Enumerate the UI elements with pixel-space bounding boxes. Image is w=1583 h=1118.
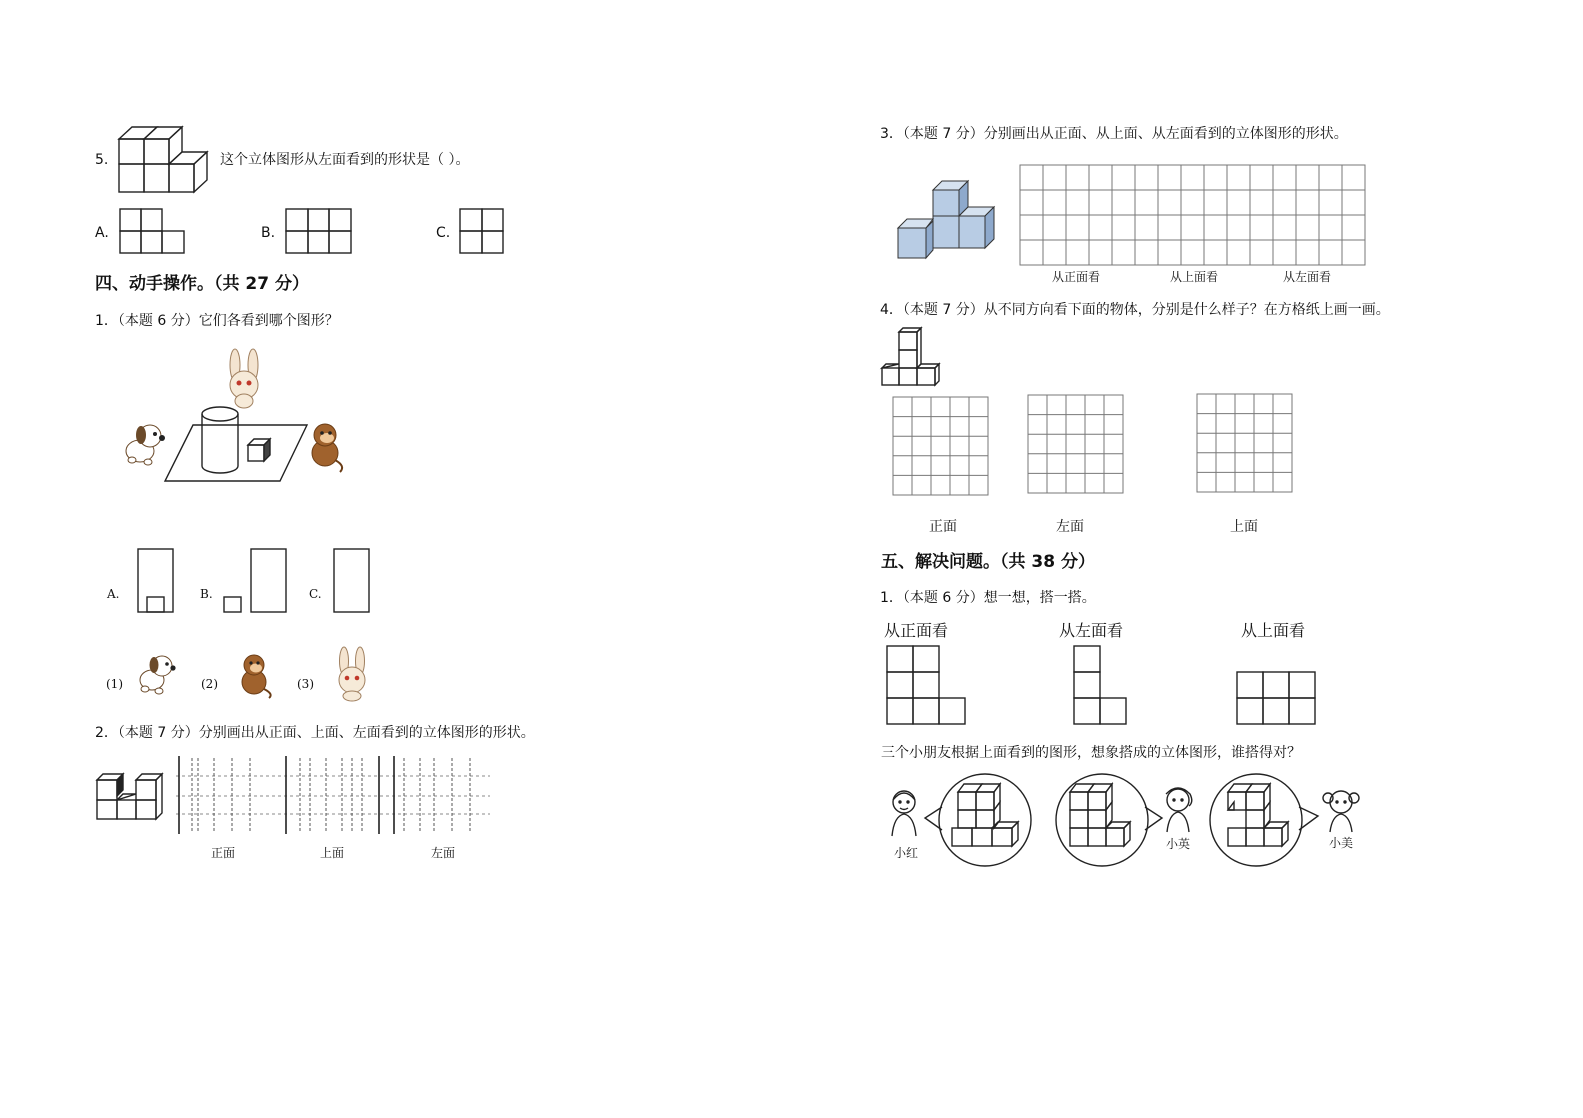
q4-4-text: 4．（本题 7 分）从不同方向看下面的物体，分别是什么样子？在方格纸上画一画。	[880, 302, 1390, 318]
q4-2-cube-figure	[96, 770, 166, 822]
kid-xiaomei-icon	[1321, 786, 1361, 834]
q4-1-option-c-label: C.	[309, 587, 322, 601]
section-5-title: 五、解决问题。（共 38 分）	[881, 552, 1095, 572]
q4-3-label-top: 从上面看	[1170, 270, 1219, 284]
q5-option-c-shape	[459, 208, 505, 254]
view-top-label: 从上面看	[1241, 621, 1306, 640]
kid-xiaoying-icon	[1159, 784, 1197, 834]
monkey-icon	[312, 424, 342, 472]
section-4-title: 四、动手操作。（共 27 分）	[95, 274, 309, 294]
view-left-shape	[1073, 645, 1131, 727]
q4-3-label-front: 从正面看	[1052, 270, 1101, 284]
animal-3-label: (3)	[297, 677, 314, 691]
kid-xiaomei-label: 小美	[1329, 836, 1354, 850]
scene-figure	[120, 348, 350, 488]
q4-1-option-b-label: B.	[200, 587, 213, 601]
q4-3-grid-paper	[1019, 164, 1367, 268]
q4-1-text: 1．（本题 6 分）它们各看到哪个图形？	[95, 313, 339, 329]
q4-1-option-c-shape	[333, 548, 373, 616]
animal-2-label: (2)	[201, 677, 218, 691]
q4-1-option-b-shape	[222, 548, 290, 616]
q4-1-option-a-label: A.	[107, 587, 120, 601]
q4-2-text: 2．（本题 7 分）分别画出从正面、上面、左面看到的立体图形的形状。	[95, 725, 535, 741]
q4-4-grid-left	[1027, 394, 1125, 496]
rabbit-icon	[330, 646, 374, 702]
q4-2-label-front: 正面	[211, 846, 236, 860]
q5-option-a-shape	[119, 208, 187, 254]
dog-icon	[136, 652, 178, 696]
animal-1-label: (1)	[106, 677, 123, 691]
q5-1-question: 三个小朋友根据上面看到的图形，想象搭成的立体图形，谁搭得对？	[881, 745, 1301, 761]
view-top-shape	[1236, 671, 1318, 727]
q4-1-option-a-shape	[137, 548, 177, 616]
q4-2-label-top: 上面	[320, 846, 345, 860]
view-front-shape	[886, 645, 968, 727]
q4-4-grid-front	[892, 396, 990, 498]
monkey-icon	[234, 652, 276, 698]
view-front-label: 从正面看	[884, 621, 949, 640]
q4-2-label-left: 左面	[431, 846, 456, 860]
q5-option-b-label: B.	[261, 225, 276, 241]
q4-4-label-front: 正面	[929, 519, 957, 535]
kid-xiaoying-label: 小英	[1166, 837, 1191, 851]
rabbit-icon	[230, 349, 258, 408]
q4-3-text: 3．（本题 7 分）分别画出从正面、从上面、从左面看到的立体图形的形状。	[880, 126, 1348, 142]
q5-option-a-label: A.	[95, 225, 109, 241]
dog-icon	[126, 425, 165, 465]
q5-number: 5.	[95, 152, 109, 168]
q4-4-label-left: 左面	[1056, 519, 1084, 535]
bubble-xiaoying	[1052, 772, 1168, 868]
q4-4-grid-top	[1196, 393, 1294, 495]
q5-cube-figure	[118, 125, 214, 195]
q4-3-blue-cubes	[896, 180, 1000, 262]
kid-xiaohong-label: 小红	[894, 846, 919, 860]
view-left-label: 从左面看	[1059, 621, 1124, 640]
q5-option-c-label: C.	[436, 225, 451, 241]
q4-4-label-top: 上面	[1230, 519, 1258, 535]
bubble-xiaohong	[920, 772, 1036, 868]
q4-4-cube-figure	[881, 326, 943, 388]
bubble-xiaomei	[1206, 772, 1322, 868]
q5-option-b-shape	[285, 208, 353, 254]
kid-xiaohong-icon	[884, 786, 924, 838]
q5-question-text: 这个立体图形从左面看到的形状是（ ）。	[220, 152, 470, 168]
q4-2-grid-paper	[176, 756, 492, 836]
q5-1-text: 1．（本题 6 分）想一想，搭一搭。	[880, 590, 1096, 606]
q4-3-label-left: 从左面看	[1283, 270, 1332, 284]
